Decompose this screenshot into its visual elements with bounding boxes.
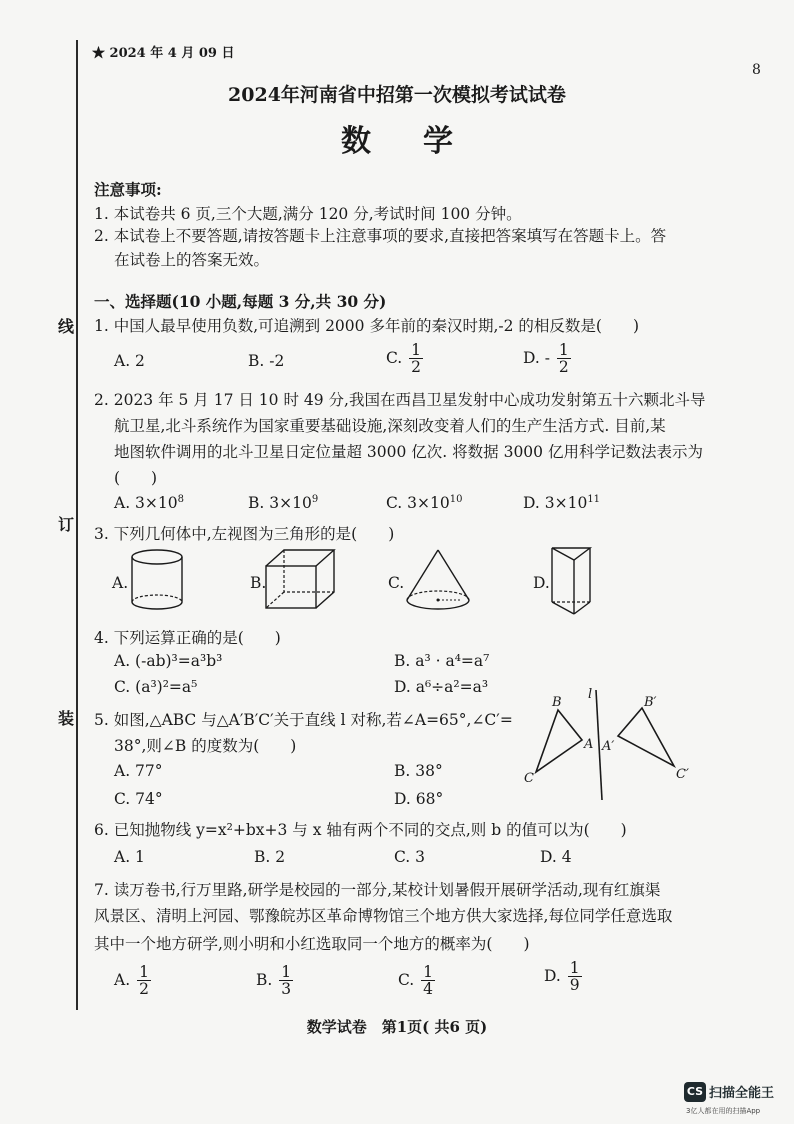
q1-option-d <box>523 342 571 376</box>
q2-option-b-exp: 9 <box>311 494 319 505</box>
q6-option-a: A. 1 <box>114 848 145 866</box>
q2-option-d-base: D. 3×10 <box>523 494 588 513</box>
q2-line-1: 2. 2023 年 5 月 17 日 10 时 49 分,我国在西昌卫星发射中心成功发射第五十六颗北斗导 <box>94 391 706 409</box>
cuboid-figure <box>262 546 340 612</box>
q7-option-c-fraction <box>421 964 435 998</box>
exam-title: 2024年河南省中招第一次模拟考试试卷 <box>228 84 566 106</box>
notice-item-1: 1. 本试卷共 6 页,三个大题,满分 120 分,考试时间 100 分钟。 <box>94 205 522 223</box>
q7-option-a-denominator: 2 <box>139 980 149 999</box>
q7-option-b-fraction <box>279 964 293 998</box>
q3-option-c: C. <box>388 574 405 592</box>
q6-stem: 6. 已知抛物线 y=x²+bx+3 与 x 轴有两个不同的交点,则 b 的值可以为( ) <box>94 821 627 839</box>
q7-line-2: 风景区、清明上河园、鄂豫皖苏区革命博物馆三个地方供大家选择,每位同学任意选取 <box>94 907 673 925</box>
q4-option-a: A. (-ab)³=a³b³ <box>114 652 223 670</box>
page-footer: 数学试卷 第1页( 共6 页) <box>306 1018 488 1036</box>
q4-option-d: D. a⁶÷a²=a³ <box>394 678 489 696</box>
q1-option-d-fraction <box>557 342 571 376</box>
q3-stem: 3. 下列几何体中,左视图为三角形的是( ) <box>94 525 395 543</box>
q6-option-d: D. 4 <box>540 848 572 866</box>
q7-option-b-label: B. <box>256 970 273 989</box>
q4-option-c: C. (a³)²=a⁵ <box>114 678 198 696</box>
section-heading: 一、选择题(10 小题,每题 3 分,共 30 分) <box>94 292 387 311</box>
q1-option-a: A. 2 <box>114 352 145 370</box>
triangle-a2b2c2 <box>618 708 674 766</box>
q7-option-a <box>114 964 151 998</box>
q5-option-b: B. 38° <box>394 762 443 780</box>
q2-option-c <box>386 494 462 512</box>
symmetry-figure <box>518 686 698 804</box>
binding-line <box>76 40 78 1010</box>
binding-char-ding: 订 <box>58 515 75 534</box>
q2-line-3: 地图软件调用的北斗卫星日定位量超 3000 亿次. 将数据 3000 亿用科学记数法表示为 <box>114 443 703 461</box>
label-c: C <box>524 771 534 786</box>
q1-option-c-numerator: 1 <box>411 341 422 359</box>
q5-option-a: A. 77° <box>114 762 163 780</box>
camscanner-logo-icon: CS <box>684 1082 706 1102</box>
label-l: l <box>588 687 593 702</box>
q2-option-a-base: A. 3×10 <box>114 494 178 513</box>
corner-mark: 8 <box>752 62 761 78</box>
camscanner-tagline: 3亿人都在用的扫描App <box>686 1107 761 1115</box>
q7-option-c-denominator: 4 <box>423 980 434 999</box>
q7-line-3: 其中一个地方研学,则小明和小红选取同一个地方的概率为( ) <box>94 935 530 953</box>
q7-option-b <box>256 964 293 998</box>
q1-option-c-denominator: 2 <box>411 358 422 377</box>
q7-option-a-fraction <box>137 964 151 998</box>
q7-option-d-fraction <box>568 960 582 994</box>
q1-stem: 1. 中国人最早使用负数,可追溯到 2000 多年前的秦汉时期,-2 的相反数是( ) <box>94 317 639 335</box>
q7-option-c <box>398 964 435 998</box>
q1-option-c <box>386 342 423 376</box>
q7-option-b-numerator: 1 <box>281 963 292 981</box>
binding-char-zhuang: 装 <box>58 709 75 728</box>
q5-line-2: 38°,则∠B 的度数为( ) <box>114 737 297 755</box>
notice-item-2: 2. 本试卷上不要答题,请按答题卡上注意事项的要求,直接把答案填写在答题卡上。答 <box>94 227 667 245</box>
q2-option-b-base: B. 3×10 <box>248 494 312 513</box>
label-b-prime: B′ <box>644 695 657 710</box>
q7-option-d-denominator: 9 <box>569 976 580 995</box>
label-a: A <box>584 737 594 752</box>
q2-option-d <box>523 494 600 512</box>
q7-option-a-numerator: 1 <box>139 963 149 981</box>
q2-option-b <box>248 494 318 512</box>
notice-heading: 注意事项: <box>94 180 162 199</box>
q6-option-c: C. 3 <box>394 848 426 866</box>
prism-figure <box>546 542 598 618</box>
q7-option-b-denominator: 3 <box>281 980 292 999</box>
q1-option-d-label: D. - <box>523 348 550 367</box>
triangle-abc <box>536 710 582 772</box>
q7-option-c-label: C. <box>398 970 415 989</box>
label-b: B <box>552 695 562 710</box>
label-a-prime: A′ <box>602 739 615 754</box>
q7-option-a-label: A. <box>114 970 131 989</box>
cylinder-figure <box>128 548 186 612</box>
camscanner-name: 扫描全能王 <box>709 1086 775 1101</box>
q2-option-c-exp: 10 <box>449 494 463 505</box>
cone-figure <box>402 546 474 614</box>
q5-option-c: C. 74° <box>114 790 163 808</box>
q5-line-1: 5. 如图,△ABC 与△A′B′C′关于直线 l 对称,若∠A=65°,∠C′= <box>94 711 513 729</box>
q2-line-2: 航卫星,北斗系统作为国家重要基础设施,深刻改变着人们的生产生活方式. 目前,某 <box>114 417 666 435</box>
q4-stem: 4. 下列运算正确的是( ) <box>94 629 281 647</box>
q1-option-c-fraction <box>409 342 423 376</box>
q2-option-c-base: C. 3×10 <box>386 494 450 513</box>
q2-option-a <box>114 494 184 512</box>
q1-option-d-denominator: 2 <box>558 358 569 377</box>
binding-char-xian: 线 <box>58 317 75 336</box>
q5-option-d: D. 68° <box>394 790 444 808</box>
q2-line-4: ( ) <box>114 469 158 487</box>
q7-option-d-label: D. <box>544 966 561 985</box>
q3-option-a: A. <box>112 574 129 592</box>
q3-option-d: D. <box>533 574 550 592</box>
q7-line-1: 7. 读万卷书,行万里路,研学是校园的一部分,某校计划暑假开展研学活动,现有红旗渠 <box>94 881 661 899</box>
q1-option-b: B. -2 <box>248 352 285 370</box>
q2-option-a-exp: 8 <box>177 494 184 505</box>
exam-date: ★ 2024 年 4 月 09 日 <box>92 46 235 61</box>
q2-option-d-exp: 11 <box>587 494 601 505</box>
q7-option-d <box>544 960 582 994</box>
q3-option-b: B. <box>250 574 267 592</box>
q1-option-c-label: C. <box>386 348 403 367</box>
q7-option-d-numerator: 1 <box>569 959 580 977</box>
notice-item-2-cont: 在试卷上的答案无效。 <box>114 251 270 269</box>
q1-option-d-numerator: 1 <box>558 341 569 359</box>
label-c-prime: C′ <box>676 767 689 782</box>
q7-option-c-numerator: 1 <box>423 963 434 981</box>
subject-title: 数学 <box>341 124 505 159</box>
q4-option-b: B. a³ · a⁴=a⁷ <box>394 652 490 670</box>
q6-option-b: B. 2 <box>254 848 286 866</box>
